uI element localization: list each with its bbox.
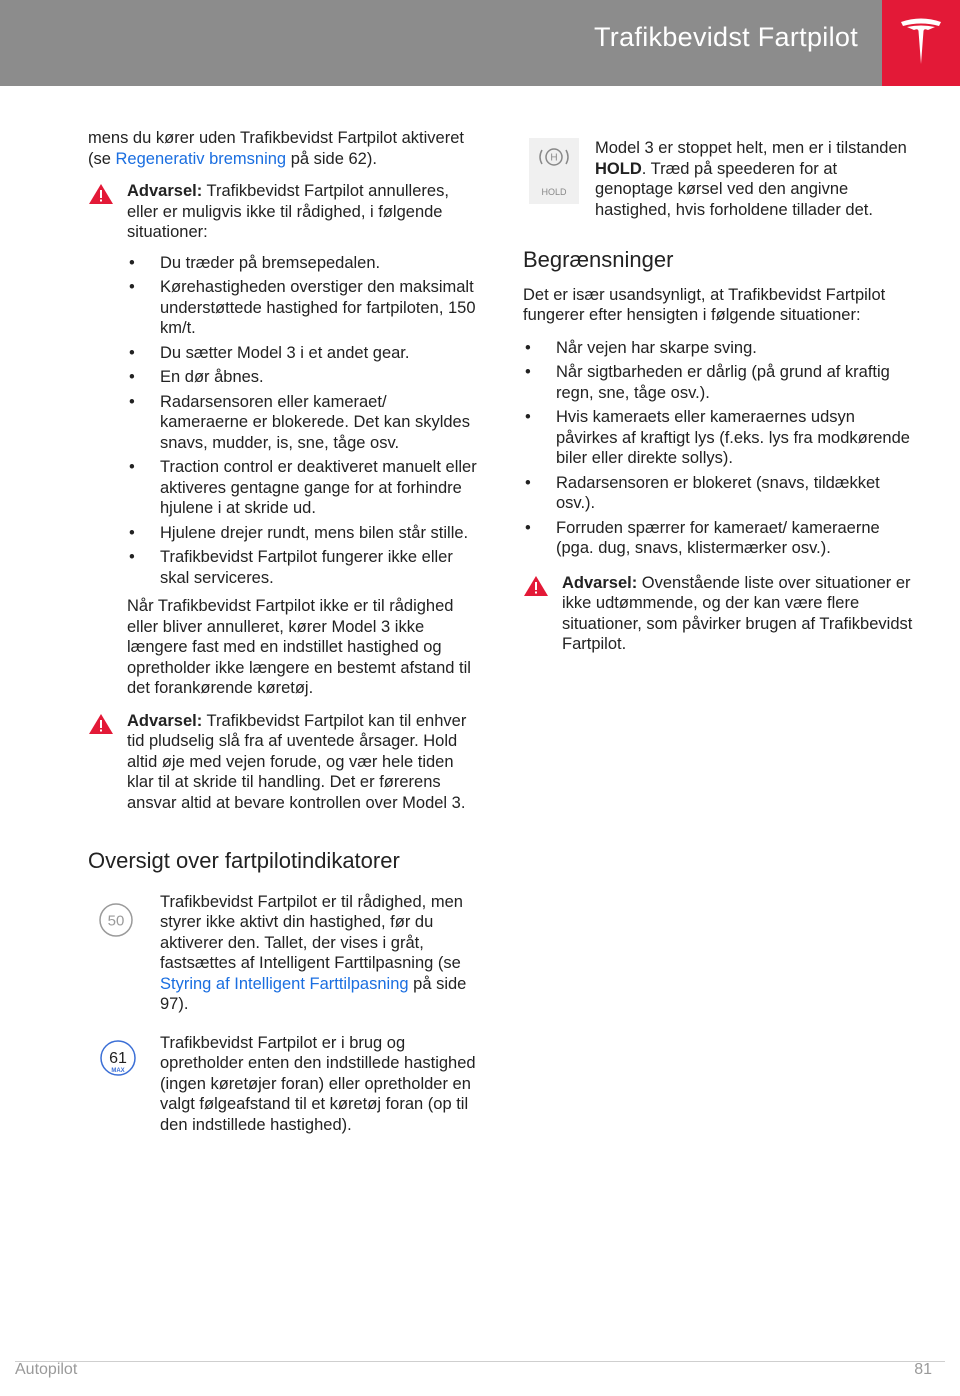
indicator-1-text: Trafikbevidst Fartpilot er til rådighed, men styrer ikke aktivt din hastighed, før du aktiverer den. Tallet, der vises i gråt, fastsættes af Intelligent Farttilpasning (se <box>160 892 463 972</box>
warning-label: Advarsel: <box>127 182 203 200</box>
speed-active-value: 61 <box>109 1049 127 1067</box>
page-header <box>0 0 960 86</box>
list-item: • Trafikbevidst Fartpilot fungerer ikke eller skal serviceres. <box>127 547 478 588</box>
list-item: • Du sætter Model 3 i et andet gear. <box>127 343 478 364</box>
list-item: • En dør åbnes. <box>127 367 478 388</box>
indicator-active-text: Trafikbevidst Fartpilot er i brug og opretholder enten den indstillede hastighed (ingen køretøjer foran) eller opretholder en valgt følgeafstand til et køretøj foran (op til den indstillede hastighed). <box>160 1033 476 1134</box>
list-item: • Forruden spærrer for kameraet/ kameraerne (pga. dug, snavs, klistermærker osv.). <box>523 518 915 559</box>
tesla-logo-icon <box>898 16 944 70</box>
hold-text-bold: HOLD <box>595 159 642 178</box>
warning-1-list <box>127 253 478 589</box>
warning-block-3 <box>523 573 915 655</box>
hold-icon-label: HOLD <box>541 187 567 197</box>
warning-2-text <box>127 711 478 814</box>
header-title: Trafikbevidst Fartpilot <box>594 22 858 52</box>
warning-2-body: Trafikbevidst Fartpilot kan til enhver tid pludselig slå fra af uventede årsager. Hold altid øje med vejen forude, og vær hele tiden klar til at skride til handling. Det er førerens ansvar altid at bevare kontrollen over Model 3. <box>127 711 467 812</box>
section-title-indicators: Oversigt over fartpilotindikatorer <box>88 848 400 873</box>
warning-block-2 <box>88 711 478 814</box>
hold-icon-letter: H <box>550 152 558 164</box>
list-item: • Når sigtbarheden er dårlig (på grund af kraftig regn, sne, tåge osv.). <box>523 362 915 403</box>
warning-3-text <box>562 573 915 655</box>
list-item: • Radarsensoren er blokeret (snavs, tildækket osv.). <box>523 473 915 514</box>
warning-block-1 <box>88 181 478 699</box>
list-item: • Traction control er deaktiveret manuelt eller aktiveres gentagne gange for at forhindre hjulene i at skride ud. <box>127 457 478 519</box>
speed-active-max: MAX <box>111 1067 125 1074</box>
warning-label: Advarsel: <box>127 711 203 730</box>
limitations-intro: Det er især usandsynligt, at Trafikbevidst Fartpilot fungerer efter hensigten i følgende situationer: <box>523 285 886 324</box>
list-item: • Hvis kameraets eller kameraernes udsyn påvirkes af kraftigt lys (f.eks. lys fra modkørende biler eller direkte sollys). <box>523 407 915 469</box>
right-column <box>523 138 915 665</box>
list-item: • Hjulene drejer rundt, mens bilen står stille. <box>127 523 478 544</box>
intro-text: mens du kører uden Trafikbevidst Fartpilot aktiveret (se <box>88 129 464 168</box>
section-title-limitations: Begrænsninger <box>523 247 674 272</box>
hold-indicator <box>523 138 915 220</box>
footer-divider <box>15 1361 945 1362</box>
left-column <box>88 128 478 1153</box>
warning-3-body: Ovenstående liste over situationer er ikke udtømmende, og der kan være flere situationer, som påvirker brugen af Trafikbevidst Fartpilot. <box>562 573 913 653</box>
tesla-logo <box>882 0 960 86</box>
warning-label: Advarsel: <box>562 573 638 592</box>
hold-text-end: . Træd på speederen for at genoptage kørsel ved den angivne hastighed, hvis forholdene tillader det. <box>595 159 873 219</box>
intro-paragraph <box>88 128 478 169</box>
warning-triangle-icon <box>523 575 549 597</box>
list-item: • Radarsensoren eller kameraet/ kameraerne er blokerede. Det kan skyldes snavs, mudder, is, sne, tåge osv. <box>127 392 478 454</box>
list-item: • Når vejen har skarpe sving. <box>523 338 915 359</box>
footer-section: Autopilot <box>15 1361 78 1378</box>
warning-1-text <box>127 181 478 243</box>
warning-1-after: Når Trafikbevidst Fartpilot ikke er til rådighed eller bliver annulleret, kører Model 3 ikke længere fast med en indstillet hastighed og opretholder ikke længere en bestemt afstand til det forankørende køretøj. <box>127 597 471 697</box>
hold-text <box>595 138 915 220</box>
speed-active-icon <box>98 1039 138 1079</box>
indicator-1-text-end: på side 97). <box>160 974 467 1013</box>
list-item: • Kørehastigheden overstiger den maksimalt understøttede hastighed for fartpiloten, 150 km/t. <box>127 277 478 339</box>
footer-page-number: 81 <box>914 1361 932 1378</box>
warning-triangle-icon <box>88 183 114 205</box>
hold-text-start: Model 3 er stoppet helt, men er i tilstanden <box>595 139 907 157</box>
warning-triangle-icon <box>88 713 114 735</box>
hold-icon <box>529 138 579 208</box>
list-item: • Du træder på bremsepedalen. <box>127 253 478 274</box>
link-regenerativ-bremsning[interactable]: Regenerativ bremsning <box>115 149 287 168</box>
link-styring-intelligent-farttilpasning[interactable]: Styring af Intelligent Farttilpasning <box>160 974 409 993</box>
indicator-available-text <box>160 892 478 1015</box>
intro-text-end: på side 62). <box>286 149 377 168</box>
indicator-available <box>88 892 478 1015</box>
indicator-active <box>88 1033 478 1136</box>
limitations-list <box>523 338 915 559</box>
speed-available-icon <box>98 902 134 938</box>
speed-available-value: 50 <box>107 912 125 929</box>
warning-1-body: Trafikbevidst Fartpilot annulleres, eller er muligvis ikke til rådighed, i følgende situationer: <box>127 182 449 241</box>
